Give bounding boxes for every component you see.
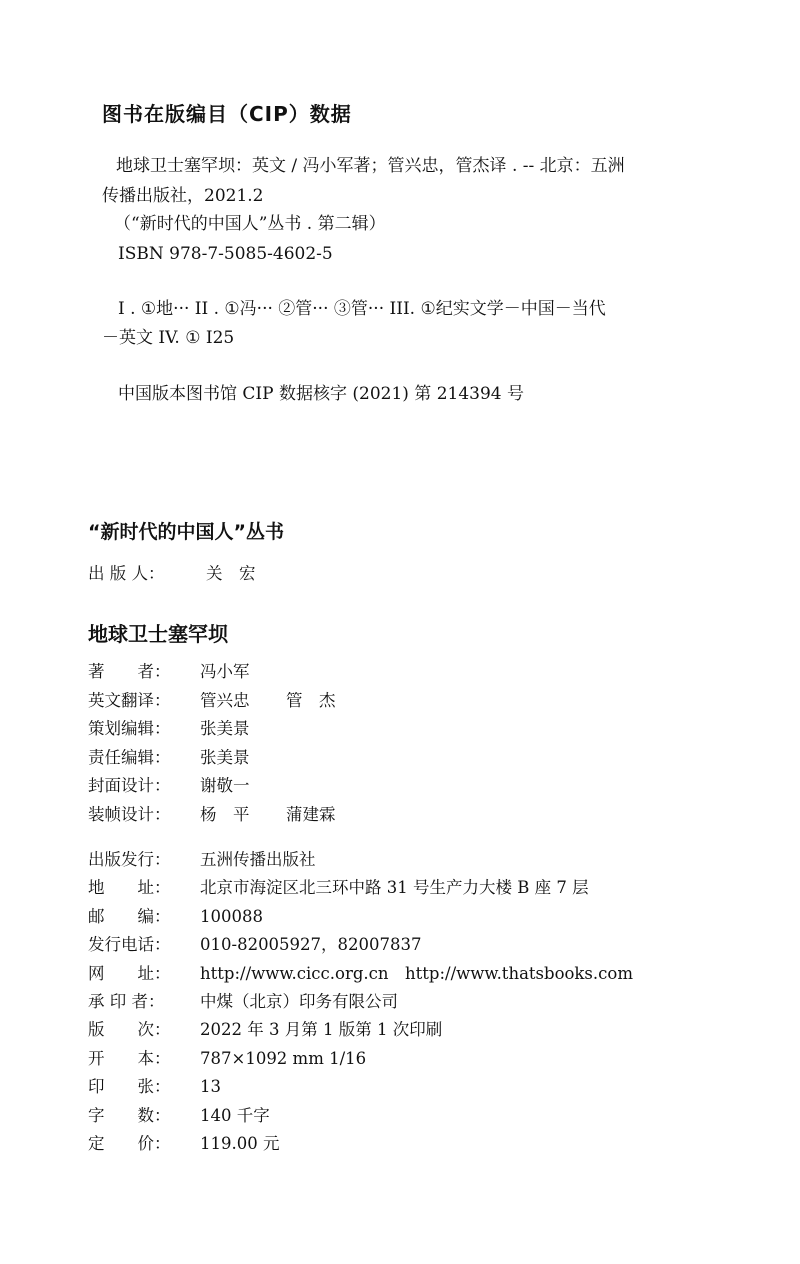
cip-line-3: （“新时代的中国人”丛书 . 第二辑） (114, 214, 386, 234)
row-label: 著 者： (88, 662, 171, 681)
row-label: 印 张： (88, 1077, 171, 1097)
row-value: 冯小军 (200, 662, 250, 681)
book-title: 地球卫士塞罕坝 (88, 622, 228, 646)
row-value: 2022 年 3 月第 1 版第 1 次印刷 (200, 1020, 443, 1040)
row-value: 张美景 (200, 719, 250, 739)
row-value: 787×1092 mm 1/16 (200, 1048, 367, 1068)
row-value: 张美景 (200, 747, 250, 767)
row-value-secondary: 管 杰 (286, 690, 336, 710)
row-label: 网 址： (88, 963, 171, 983)
row-value: 13 (200, 1077, 221, 1097)
row-value: 140 千字 (200, 1105, 270, 1125)
row-value-secondary: 蒲建霖 (286, 805, 336, 824)
row-label: 定 价： (88, 1134, 171, 1153)
row-label: 出版发行： (88, 850, 171, 869)
row-label: 开 本： (88, 1048, 171, 1068)
cip-heading: 图书在版编目（CIP）数据 (102, 102, 352, 126)
row-label: 责任编辑： (88, 747, 171, 767)
row-value: 119.00 元 (200, 1134, 280, 1153)
row-label: 邮 编： (88, 906, 171, 926)
row-value: 北京市海淀区北三环中路 31 号生产力大楼 B 座 7 层 (200, 878, 589, 898)
row-label: 封面设计： (88, 776, 171, 796)
cip-number: 中国版本图书馆 CIP 数据核字 (2021) 第 214394 号 (118, 384, 525, 404)
row-label: 英文翻译： (88, 690, 171, 710)
cip-isbn: ISBN 978-7-5085-4602-5 (118, 244, 333, 264)
row-label: 字 数： (88, 1105, 171, 1125)
row-value: 中煤（北京）印务有限公司 (200, 992, 398, 1011)
row-label: 策划编辑： (88, 719, 171, 739)
row-value: 100088 (200, 906, 263, 926)
row-label: 装帧设计： (88, 805, 171, 824)
row-value: 杨 平 (200, 805, 250, 824)
row-label: 承 印 者： (88, 992, 165, 1011)
row-label: 地 址： (88, 878, 171, 898)
series-title: “新时代的中国人”丛书 (88, 521, 284, 543)
row-label: 版 次： (88, 1020, 171, 1040)
cip-line-1: 地球卫士塞罕坝：英文 / 冯小军著；管兴忠，管杰译 . -- 北京：五洲 (116, 156, 625, 176)
cip-line-2: 传播出版社，2021.2 (102, 186, 264, 206)
row-label: 发行电话： (88, 935, 171, 955)
publisher-value: 关 宏 (206, 564, 256, 583)
cip-classification-2: －英文 IV. ① I25 (102, 328, 235, 348)
row-value: 五洲传播出版社 (200, 850, 316, 869)
row-value: 管兴忠 (200, 690, 250, 710)
row-value: 谢敬一 (200, 776, 250, 796)
cip-classification-1: I . ①地··· II . ①冯··· ②管··· ③管··· III. ①纪实文学－中国－当代 (118, 299, 606, 319)
row-value: 010-82005927，82007837 (200, 935, 422, 955)
row-value: http://www.cicc.org.cn http://www.thatsbooks.com (200, 963, 633, 983)
publisher-label: 出 版 人： (88, 564, 165, 583)
